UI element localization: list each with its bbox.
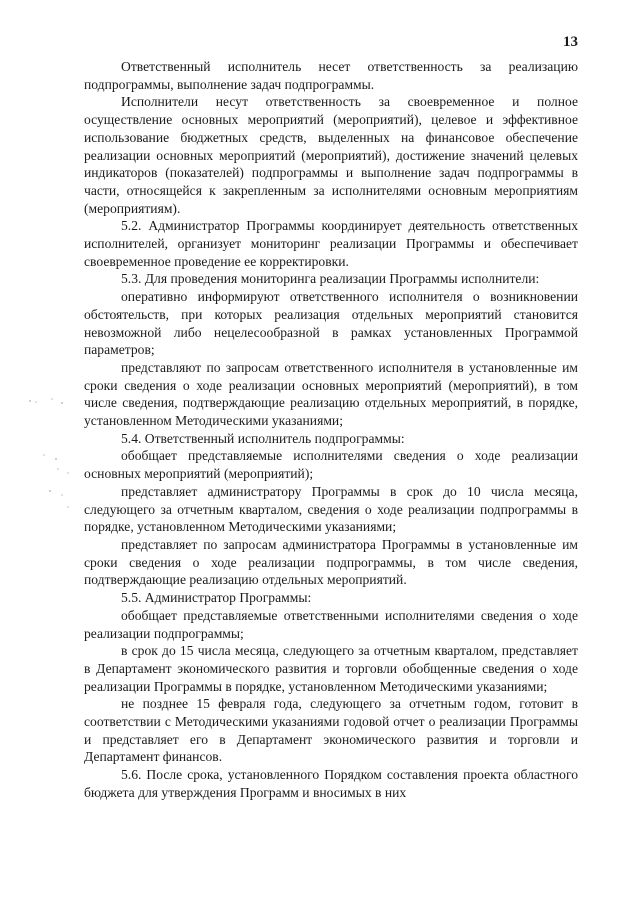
paragraph: 5.5. Администратор Программы:	[121, 590, 312, 606]
paragraph: не позднее 15 февраля года, следующего за отчетным годом, готовит в соответствии с Методическими указаниями годовой отчет о реализации Программы и представляет его в Департамент экономического развития и торговли и Департамент финансов.	[84, 696, 578, 765]
paragraph: Исполнители несут ответственность за своевременное и полное осуществление основных мероприятий (мероприятий), целевое и эффективное использование бюджетных средств, выделенных на финансовое обеспечение реализации основных мероприятий (мероприятий), достижение значений целевых индикаторов (показателей) подпрограммы и выполнение задач подпрограммы в части, относящейся к закрепленным за исполнителями основным мероприятиям (мероприятиям).	[84, 94, 578, 216]
scan-noise-dots	[22, 395, 72, 525]
paragraph: 5.6. После срока, установленного Порядком составления проекта областного бюджета для утверждения Программ и вносимых в них	[84, 767, 578, 800]
paragraph: 5.4. Ответственный исполнитель подпрограммы:	[121, 430, 405, 446]
page-number: 13	[563, 34, 578, 50]
paragraph: 5.2. Администратор Программы координирует деятельность ответственных исполнителей, организует мониторинг реализации Программы и обеспечивает своевременное проведение ее корректировки.	[84, 218, 578, 269]
paragraph: представляет администратору Программы в срок до 10 числа месяца, следующего за отчетным кварталом, сведения о ходе реализации подпрограммы в порядке, установленном Методическими указаниями;	[84, 483, 578, 535]
paragraph: оперативно информируют ответственного исполнителя о возникновении обстоятельств, при которых реализация отдельных мероприятий становится невозможной либо нецелесообразной в рамках установленных Программой параметров;	[84, 289, 578, 358]
paragraph: обобщает представляемые исполнителями сведения о ходе реализации основных мероприятий (мероприятий);	[84, 448, 578, 482]
paragraph: в срок до 15 числа месяца, следующего за отчетным кварталом, представляет в Департамент экономического развития и торговли обобщенные сведения о ходе реализации Программы в порядке, установленном Методическими указаниями;	[84, 643, 578, 694]
paragraph: представляет по запросам администратора Программы в установленные им сроки сведения о ходе реализации подпрограммы, в том числе сведения, подтверждающие реализацию отдельных мероприятий.	[84, 536, 578, 588]
paragraph: 5.3. Для проведения мониторинга реализации Программы исполнители:	[121, 271, 540, 287]
document-body	[84, 58, 578, 802]
paragraph: Ответственный исполнитель несет ответственность за реализацию подпрограммы, выполнение задач подпрограммы.	[84, 59, 578, 92]
paragraph: обобщает представляемые ответственными исполнителями сведения о ходе реализации подпрограммы;	[84, 607, 578, 641]
paragraph: представляют по запросам ответственного исполнителя в установленные им сроки сведения о ходе реализации основных мероприятий (мероприятий), в том числе сведения, подтверждающие реализацию отдельных мероприятий, в порядке, установленном Методическими указаниями;	[84, 359, 578, 429]
